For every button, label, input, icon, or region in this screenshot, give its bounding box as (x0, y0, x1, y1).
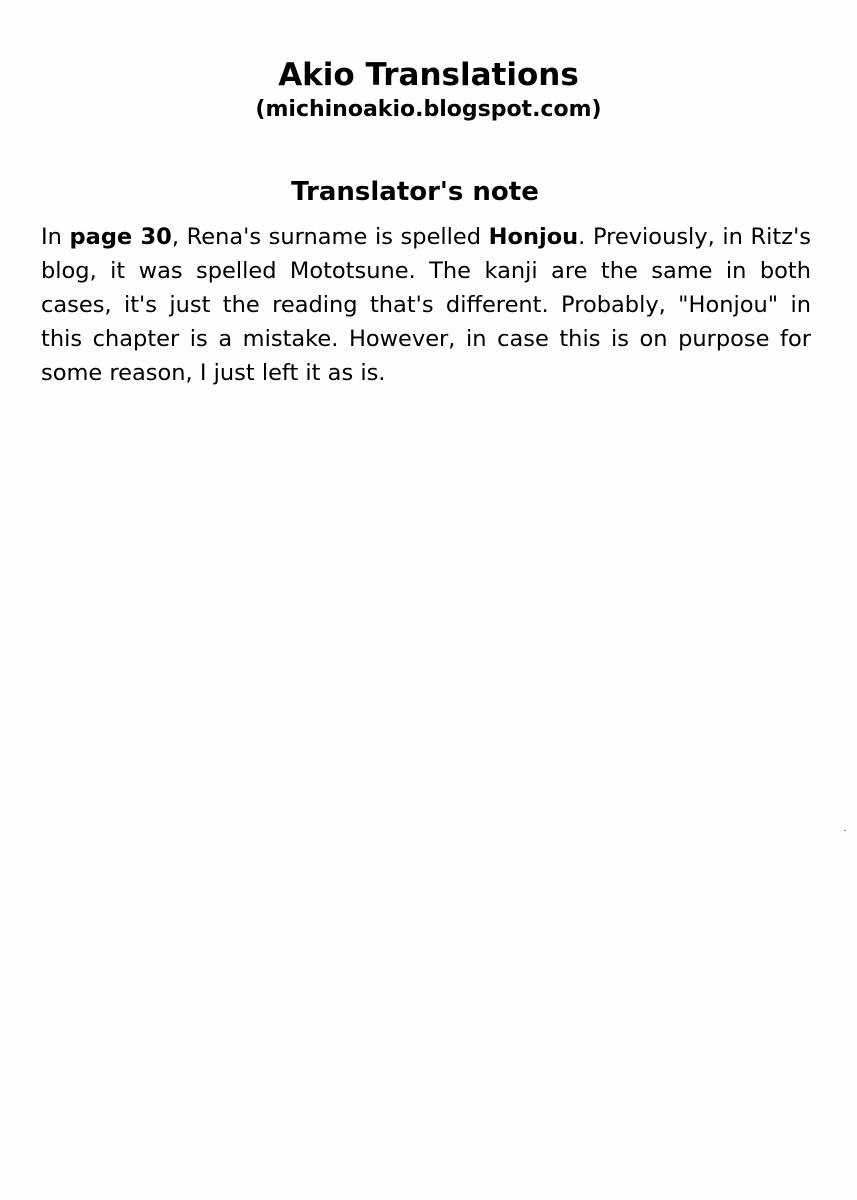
note-heading: Translator's note (291, 177, 539, 207)
note-text-middle: , Rena's surname is spelled (171, 224, 489, 250)
header (0, 55, 857, 125)
note-paragraph (41, 220, 811, 390)
page-reference: page 30 (69, 224, 172, 250)
site-title: Akio Translations (278, 57, 579, 93)
scan-speck (844, 830, 846, 831)
note-text-rest: . Previously, in Ritz's blog, it was spelled Mototsune. The kanji are the same in both cases, it's just the reading that's different. Probably, "Honjou" in this chapter is a mistake. However, in case this is on purpose for some reason, I just left it as is. (41, 224, 811, 386)
site-url: (michinoakio.blogspot.com) (255, 97, 602, 122)
surname-highlight: Honjou (488, 224, 579, 250)
note-text-intro: In (41, 224, 70, 250)
